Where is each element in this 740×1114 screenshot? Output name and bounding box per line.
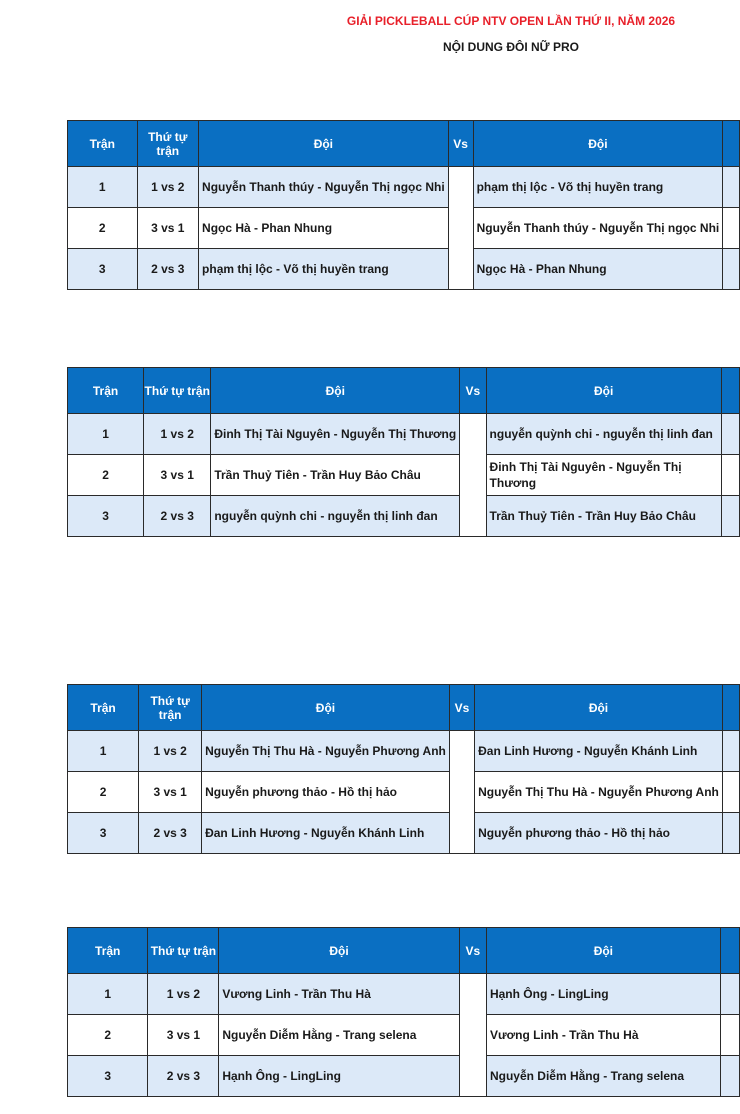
cell-tran: 1	[68, 974, 148, 1015]
header-team: Đội	[199, 121, 449, 167]
table-row	[68, 208, 740, 249]
header-tran: Trận	[68, 685, 139, 731]
cell-team-2: Ngọc Hà - Phan Nhung	[473, 249, 723, 290]
cell-order: 1 vs 2	[137, 167, 199, 208]
cell-team-2: Nguyễn Thị Thu Hà - Nguyễn Phương Anh	[475, 772, 723, 813]
header-team: Đội	[202, 685, 450, 731]
table-row	[68, 249, 740, 290]
header-tran: Trận	[68, 121, 138, 167]
cell-team-2: Nguyễn phương thảo - Hồ thị hảo	[475, 813, 723, 854]
cell-team-2: Hạnh Ông - LingLing	[486, 974, 720, 1015]
cell-order: 1 vs 2	[139, 731, 202, 772]
header-extra	[722, 685, 739, 731]
cell-extra	[723, 249, 740, 290]
cell-tran: 3	[68, 813, 139, 854]
cell-tran: 3	[68, 496, 144, 537]
cell-extra	[721, 455, 739, 496]
match-table-group-4	[67, 927, 740, 1097]
match-table-group-2	[67, 367, 740, 537]
cell-extra	[720, 974, 739, 1015]
table-row	[68, 455, 740, 496]
cell-team-2: Vương Linh - Trần Thu Hà	[486, 1015, 720, 1056]
cell-team-2: Nguyễn Thanh thúy - Nguyễn Thị ngọc Nhi	[473, 208, 723, 249]
header-tran: Trận	[68, 928, 148, 974]
cell-tran: 2	[68, 1015, 148, 1056]
header-row	[68, 368, 740, 414]
cell-team-1: Nguyễn Thanh thúy - Nguyễn Thị ngọc Nhi	[199, 167, 449, 208]
cell-order: 3 vs 1	[139, 772, 202, 813]
cell-team-1: Nguyễn Thị Thu Hà - Nguyễn Phương Anh	[202, 731, 450, 772]
header-row	[68, 121, 740, 167]
cell-team-1: Nguyễn Diễm Hằng - Trang selena	[219, 1015, 459, 1056]
header-order: Thứ tự trận	[144, 368, 211, 414]
cell-team-2: Trần Thuỷ Tiên - Trần Huy Bảo Châu	[486, 496, 721, 537]
cell-team-2: Đan Linh Hương - Nguyễn Khánh Linh	[475, 731, 723, 772]
cell-team-1: Ngọc Hà - Phan Nhung	[199, 208, 449, 249]
cell-vs	[449, 772, 474, 813]
header-team-2: Đội	[486, 928, 720, 974]
cell-team-2: nguyễn quỳnh chi - nguyễn thị linh đan	[486, 414, 721, 455]
cell-team-2: Nguyễn Diễm Hằng - Trang selena	[486, 1056, 720, 1097]
page-subtitle: NỘI DUNG ĐÔI NỮ PRO	[443, 40, 579, 54]
header-order: Thứ tự trận	[139, 685, 202, 731]
header-team-2: Đội	[473, 121, 723, 167]
header-vs: Vs	[448, 121, 473, 167]
cell-vs	[448, 249, 473, 290]
table-row	[68, 1056, 740, 1097]
header-order: Thứ tự trận	[137, 121, 199, 167]
cell-order: 1 vs 2	[144, 414, 211, 455]
cell-vs	[448, 167, 473, 208]
cell-extra	[721, 414, 739, 455]
header-order: Thứ tự trận	[148, 928, 219, 974]
header-tran: Trận	[68, 368, 144, 414]
cell-tran: 3	[68, 1056, 148, 1097]
cell-vs	[448, 208, 473, 249]
cell-vs	[459, 974, 486, 1015]
table-row	[68, 813, 740, 854]
header-team-2: Đội	[475, 685, 723, 731]
cell-extra	[720, 1015, 739, 1056]
cell-order: 3 vs 1	[137, 208, 199, 249]
table-row	[68, 167, 740, 208]
header-vs: Vs	[449, 685, 474, 731]
cell-order: 2 vs 3	[144, 496, 211, 537]
table-row	[68, 731, 740, 772]
cell-team-1: Đinh Thị Tài Nguyên - Nguyễn Thị Thương	[211, 414, 460, 455]
cell-vs	[460, 455, 486, 496]
cell-tran: 1	[68, 731, 139, 772]
cell-tran: 1	[68, 414, 144, 455]
header-vs: Vs	[459, 928, 486, 974]
cell-team-1: Trần Thuỷ Tiên - Trần Huy Bảo Châu	[211, 455, 460, 496]
cell-extra	[722, 813, 739, 854]
header-team: Đội	[211, 368, 460, 414]
cell-extra	[723, 167, 740, 208]
cell-vs	[449, 813, 474, 854]
cell-team-1: nguyễn quỳnh chi - nguyễn thị linh đan	[211, 496, 460, 537]
header-vs: Vs	[460, 368, 486, 414]
header-extra	[721, 368, 739, 414]
match-table-group-1	[67, 120, 740, 290]
header-team: Đội	[219, 928, 459, 974]
cell-team-2: Đinh Thị Tài Nguyên - Nguyễn Thị Thương	[486, 455, 721, 496]
cell-order: 3 vs 1	[148, 1015, 219, 1056]
table-row	[68, 414, 740, 455]
cell-order: 2 vs 3	[137, 249, 199, 290]
cell-extra	[723, 208, 740, 249]
cell-team-1: Đan Linh Hương - Nguyễn Khánh Linh	[202, 813, 450, 854]
table-row	[68, 772, 740, 813]
table-row	[68, 1015, 740, 1056]
cell-team-1: phạm thị lộc - Võ thị huyền trang	[199, 249, 449, 290]
header-row	[68, 928, 740, 974]
cell-extra	[721, 496, 739, 537]
cell-tran: 2	[68, 208, 138, 249]
page-title: GIẢI PICKLEBALL CÚP NTV OPEN LẦN THỨ II, NĂM 2026	[346, 14, 676, 28]
cell-extra	[720, 1056, 739, 1097]
table-row	[68, 496, 740, 537]
cell-team-1: Hạnh Ông - LingLing	[219, 1056, 459, 1097]
cell-order: 2 vs 3	[148, 1056, 219, 1097]
table-row	[68, 974, 740, 1015]
header-row	[68, 685, 740, 731]
cell-team-1: Vương Linh - Trần Thu Hà	[219, 974, 459, 1015]
cell-vs	[460, 414, 486, 455]
cell-vs	[459, 1056, 486, 1097]
cell-tran: 2	[68, 455, 144, 496]
cell-order: 3 vs 1	[144, 455, 211, 496]
cell-extra	[722, 772, 739, 813]
header-extra	[720, 928, 739, 974]
cell-team-1: Nguyễn phương thảo - Hồ thị hảo	[202, 772, 450, 813]
header-team-2: Đội	[486, 368, 721, 414]
cell-tran: 2	[68, 772, 139, 813]
header-extra	[723, 121, 740, 167]
cell-vs	[449, 731, 474, 772]
cell-extra	[722, 731, 739, 772]
cell-vs	[459, 1015, 486, 1056]
cell-order: 1 vs 2	[148, 974, 219, 1015]
cell-vs	[460, 496, 486, 537]
match-table-group-3	[67, 684, 740, 854]
cell-team-2: phạm thị lộc - Võ thị huyền trang	[473, 167, 723, 208]
cell-tran: 3	[68, 249, 138, 290]
cell-tran: 1	[68, 167, 138, 208]
cell-order: 2 vs 3	[139, 813, 202, 854]
